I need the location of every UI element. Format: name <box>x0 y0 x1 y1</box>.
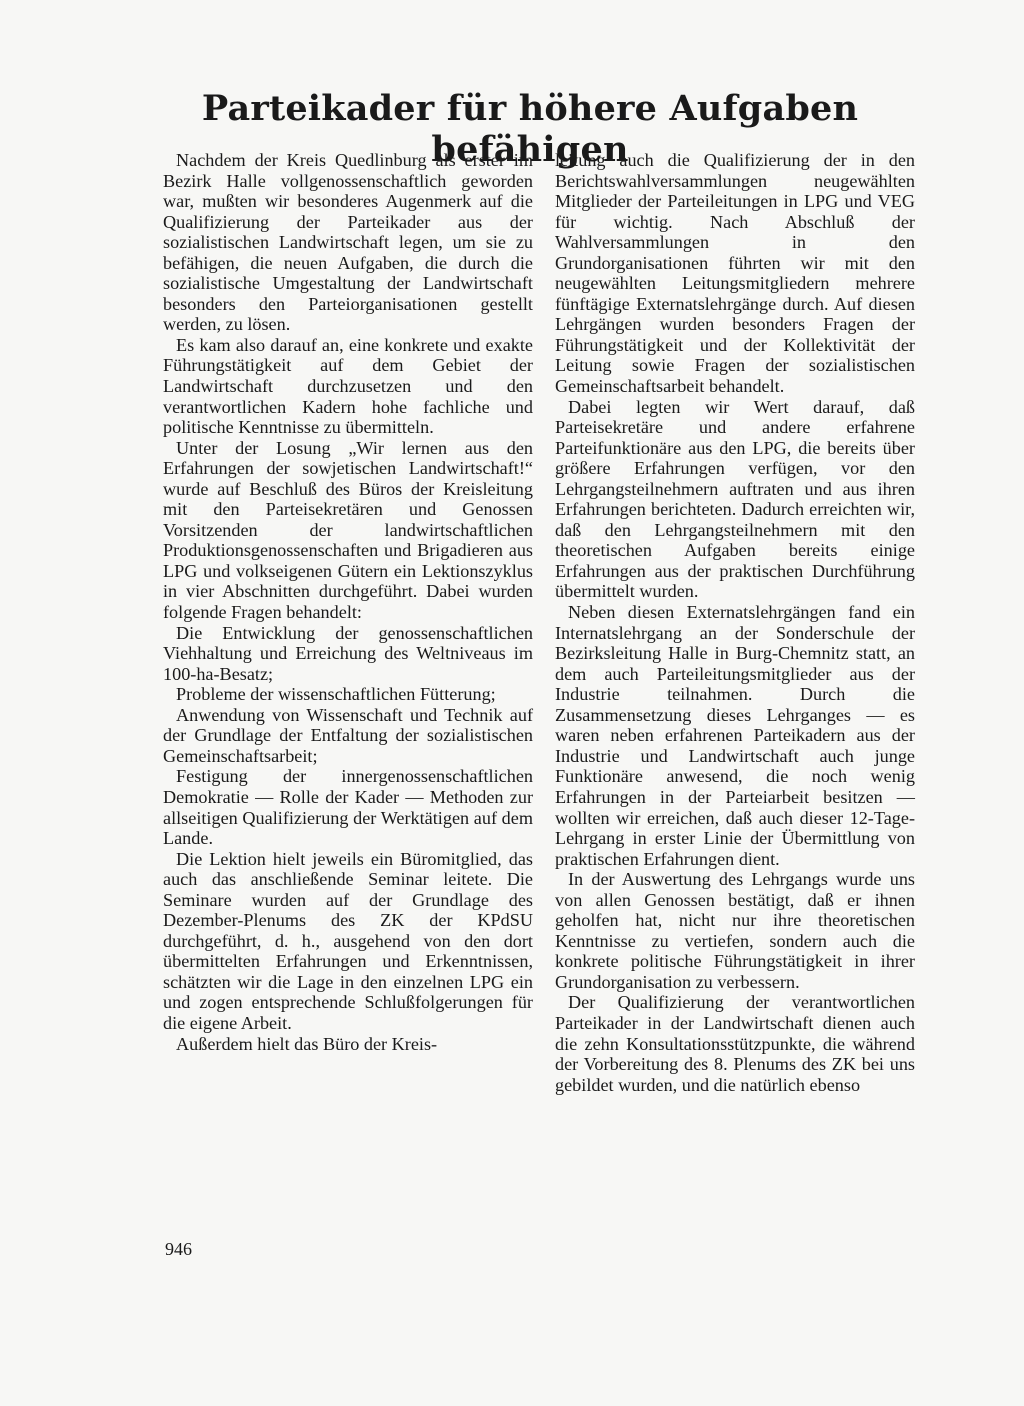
article-title: Parteikader für höhere Aufgaben befähigen <box>201 88 859 170</box>
paragraph: Unter der Losung „Wir lernen aus den Erfahrungen der sowjetischen Landwirtschaft!“ wurde auf Beschluß des Büros der Kreisleitung mit den Parteisekretären und Genossen Vorsitzenden der landwirtschaftlichen Produktionsgenossenschaften und Brigadieren aus LPG und volkseigenen Gütern ein Lektionszyklus in vier Abschnitten durchgeführt. Dabei wurden folgende Fragen behandelt: <box>163 437 533 623</box>
list-item: Festigung der innergenossenschaftlichen Demokratie — Rolle der Kader — Methoden zur allseitigen Qualifizierung der Werktätigen auf dem Lande. <box>163 766 533 849</box>
list-item: Probleme der wissenschaftlichen Fütterung; <box>176 684 496 705</box>
paragraph: Der Qualifizierung der verantwortlichen Parteikader in der Landwirtschaft dienen auch die zehn Konsultationsstützpunkte, die während der Vorbereitung des 8. Plenums des ZK bei uns gebildet wurden, und die natürlich ebenso <box>555 992 915 1095</box>
paragraph: In der Auswertung des Lehrgangs wurde uns von allen Genossen bestätigt, daß er ihnen geholfen hat, nicht nur ihre theoretischen Kenntnisse zu vertiefen, sondern auch die konkrete politische Führungstätigkeit in ihrer Grundorganisation zu verbessern. <box>555 869 915 992</box>
page-number: 946 <box>165 1239 192 1259</box>
right-column <box>555 150 915 1095</box>
paragraph: Dabei legten wir Wert darauf, daß Parteisekretäre und andere erfahrene Parteifunktionäre aus den LPG, die bereits über größere Erfahrungen verfügen, vor den Lehrgangsteilnehmern auftraten und aus ihren Erfahrungen berichteten. Dadurch erreichten wir, daß den Lehrgangsteilnehmern mit den theoretischen Aufgaben bereits einige Erfahrungen aus der praktischen Durchführung übermittelt wurden. <box>555 396 915 602</box>
paragraph-continuation: leitung auch die Qualifizierung der in den Berichtswahlversammlungen neugewählten Mitglieder der Parteileitungen in LPG und VEG für wichtig. Nach Abschluß der Wahlversammlungen in den Grundorganisationen führten wir mit den neugewählten Leitungsmitgliedern mehrere fünftägige Externatslehrgänge durch. Auf diesen Lehrgängen wurden besonders Fragen der Führungstätigkeit und der Kollektivität der Leitung sowie Fragen der sozialistischen Gemeinschaftsarbeit behandelt. <box>555 150 915 397</box>
left-column <box>163 150 533 1054</box>
paragraph: Neben diesen Externatslehrgängen fand ein Internatslehrgang an der Sonderschule der Bezirksleitung Halle in Burg-Chemnitz statt, an dem auch Parteileitungsmitglieder aus der Industrie teilnahmen. Durch die Zusammensetzung dieses Lehrganges — es waren neben erfahrenen Parteikadern aus der Industrie und Landwirtschaft auch junge Funktionäre anwesend, die noch wenig Erfahrungen in der Parteiarbeit besitzen — wollten wir erreichen, daß auch dieser 12-Tage-Lehrgang in erster Linie der Übermittlung von praktischen Erfahrungen dient. <box>555 602 915 869</box>
paragraph: Es kam also darauf an, eine konkrete und exakte Führungstätigkeit auf dem Gebiet der Landwirtschaft durchzusetzen und den verantwortlichen Kadern hohe fachliche und politische Kenntnisse zu übermitteln. <box>163 334 533 438</box>
paragraph: Außerdem hielt das Büro der Kreis- <box>176 1033 438 1054</box>
paragraph: Die Lektion hielt jeweils ein Büromitglied, das auch das anschließende Seminar leitete. Die Seminare wurden auf der Grundlage des Dezember-Plenums des ZK der KPdSU durchgeführt, d. h., ausgehend von den dort übermittelten Erfahrungen und Erkenntnissen, schätzten wir die Lage in den einzelnen LPG ein und zogen entsprechende Schlußfolgerungen für die eigene Arbeit. <box>163 848 533 1033</box>
list-item: Die Entwicklung der genossenschaftlichen Viehhaltung und Erreichung des Weltniveaus im 100-ha-Besatz; <box>163 622 533 684</box>
list-item: Anwendung von Wissenschaft und Technik auf der Grundlage der Entfaltung der sozialistischen Gemeinschaftsarbeit; <box>163 704 533 766</box>
paragraph: Nachdem der Kreis Quedlinburg als erster im Bezirk Halle vollgenossenschaftlich geworden war, mußten wir besonderes Augenmerk auf die Qualifizierung der Parteikader aus der sozialistischen Landwirtschaft legen, um sie zu befähigen, die neuen Aufgaben, die durch die sozialistische Umgestaltung der Landwirtschaft besonders den Parteiorganisationen gestellt werden, zu lösen. <box>163 150 533 335</box>
